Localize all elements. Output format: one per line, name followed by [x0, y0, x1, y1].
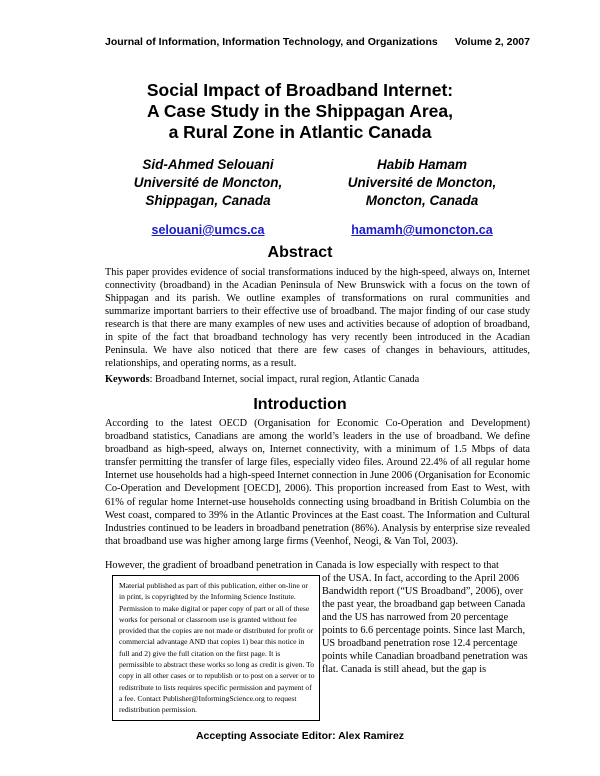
paper-title [60, 80, 540, 143]
journal-name: Journal of Information, Information Technology, and Organizations [105, 36, 438, 48]
intro-paragraph-2-start: However, the gradient of broadband penetration in Canada is low especially with respect to that [105, 560, 499, 571]
author-name: Sid-Ahmed Selouani [142, 157, 274, 172]
intro-paragraph-1: According to the latest OECD (Organisation for Economic Co-Operation and Development) broadband statistics, Canadians are among the world’s leaders in the use of broadband. We define broadband as high-speed, always on, Internet connectivity, with a minimum of 1.5 Mbps of data transfer permitting the transfer of large files, especially video files. Around 22.4% of all regular home Internet use households had a high-speed Internet connection in June 2006 (Organisation for Economic Co-Operation and Development [OECD], 2006). This proportion increased from East to West, with 61% of regular home Internet-use households connecting using broadband in British Columbia on the West coast, compared to 39% in the Atlantic Provinces at the East coast. The Information and Cultural Industries continued to be leaders in broadband penetration (86%). Analysis by enterprise size revealed that broadband use was higher among large firms (Veenhof, Neogi, & Van Tol, 2003). [105, 418, 531, 547]
keywords [105, 373, 530, 386]
introduction-heading: Introduction [253, 396, 347, 413]
title-line-1: Social Impact of Broadband Internet: [146, 80, 454, 100]
title-line-3: a Rural Zone in Atlantic Canada [168, 122, 432, 142]
author-affiliation: Université de Moncton, [133, 175, 283, 190]
author-location: Moncton, Canada [365, 193, 479, 208]
copyright-notice: Material published as part of this publication, either on-line or in print, is copyrighted by the Informing Science Institute. Permission to make digital or paper copy of part or all of these works for personal or classroom use is granted without fee provided that the copies are not made or distributed for profit or commercial advantage AND that copies 1) bear this notice in full and 2) give the full citation on the first page. It is permissible to abstract these works so long as credit is given. To copy in all other cases or to republish or to post on a server or to redistribute to lists requires specific permission and payment of a fee. Contact Publisher@InformingScience.org to request redistribution permission. [112, 575, 320, 721]
author-block-2 [322, 156, 522, 239]
author-email-link[interactable]: selouani@umcs.ca [151, 223, 265, 237]
intro-paragraph-2-continued: of the USA. In fact, according to the April 2006 Bandwidth report (“US Broadband”, 2006), over the past year, the broadband gap between Canada and the US has narrowed from 20 percentage points to 6.6 percentage points. Since last March, US broadband penetration rose 12.4 percentage points while Canadian broadband penetration was flat. Canada is still ahead, but the gap is [322, 573, 528, 675]
abstract-text: This paper provides evidence of social transformations induced by the high-speed, always on, Internet connectivity (broadband) in the Acadian Peninsula of New Brunswick with a focus on the town of Shippagan and its parish. We outline examples of transformations on rural communities and summarize important barriers to their effective use of broadband. The major finding of our case study research is that there are many examples of new uses and activities because of adoption of broadband, in spite of the fact that broadband technology has very recently been introduced in the Acadian Peninsula. We have also noticed that there are few cases of changes in behaviours, attitudes, relationships, and operating norms, as a result. [105, 267, 530, 369]
associate-editor-footer: Accepting Associate Editor: Alex Ramirez [195, 730, 405, 742]
journal-volume: Volume 2, 2007 [454, 36, 530, 48]
keywords-label: Keywords [105, 374, 150, 385]
author-email-link[interactable]: hamamh@umoncton.ca [351, 223, 493, 237]
author-block-1 [108, 156, 308, 239]
author-location: Shippagan, Canada [145, 193, 271, 208]
running-header [105, 36, 530, 48]
abstract-heading: Abstract [267, 244, 333, 261]
title-line-2: A Case Study in the Shippagan Area, [147, 101, 453, 121]
author-affiliation: Université de Moncton, [347, 175, 497, 190]
author-name: Habib Hamam [376, 157, 468, 172]
keywords-list: : Broadband Internet, social impact, rural region, Atlantic Canada [149, 374, 420, 385]
